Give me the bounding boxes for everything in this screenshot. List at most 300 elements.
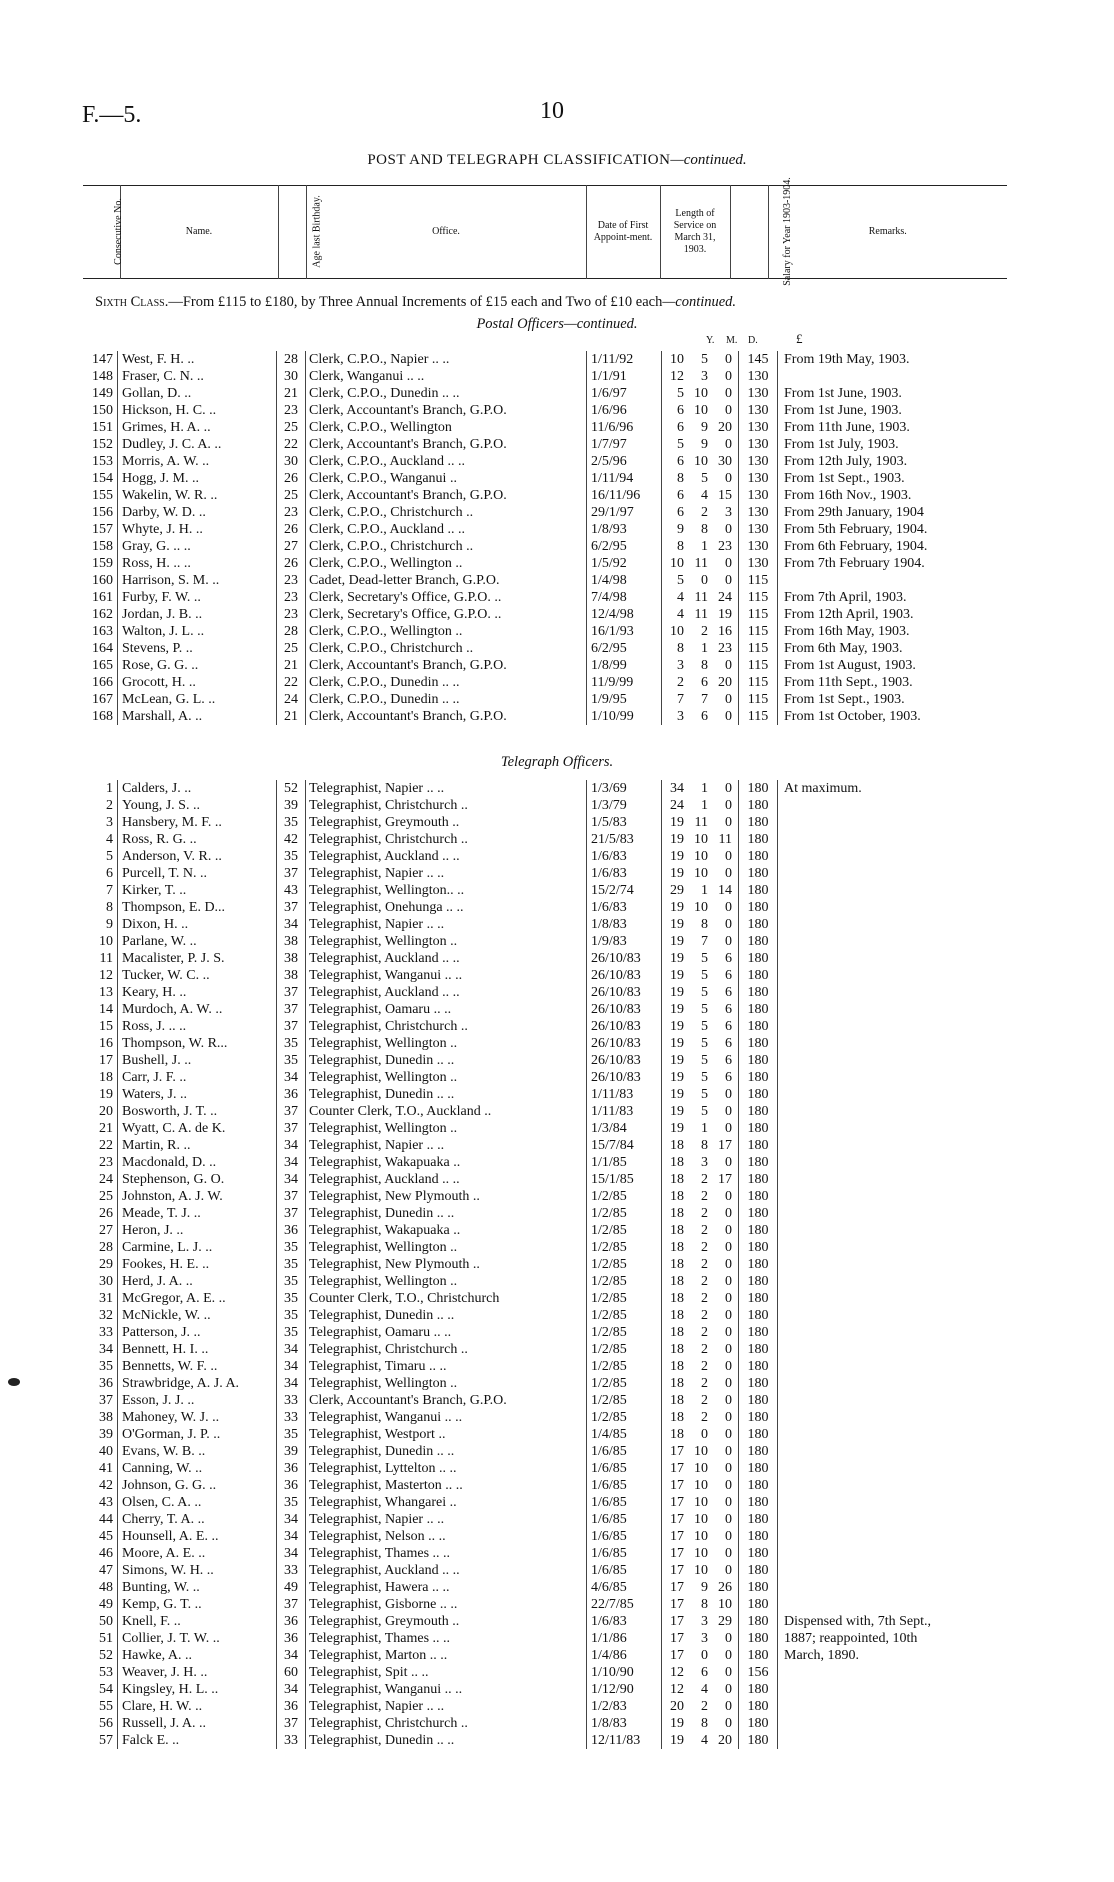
cell-date: 1/2/85 [587,1324,662,1341]
cell-m: 10 [694,1444,708,1459]
cell-date: 1/10/90 [587,1664,662,1681]
cell-date: 15/1/85 [587,1171,662,1188]
cell-name: Walton, J. L. .. [118,623,277,640]
cell-age: 34 [277,1137,306,1154]
cell-date: 1/3/84 [587,1120,662,1137]
telegraph-row [80,1103,974,1120]
cell-no: 150 [92,403,113,418]
cell-m: 4 [701,1682,708,1697]
cell-name: Murdoch, A. W. .. [118,1001,277,1018]
cell-name: Hickson, H. C. .. [118,402,277,419]
cell-m: 2 [701,1257,708,1272]
cell-sal: 180 [739,1630,778,1647]
cell-rem [778,1358,975,1375]
cell-date: 1/1/85 [587,1154,662,1171]
cell-no: 155 [92,488,113,503]
cell-office: Telegraphist, Christchurch .. [306,1018,587,1035]
cell-d: 0 [725,1512,732,1527]
cell-m: 9 [701,420,708,435]
cell-rem: From 29th January, 1904 [784,505,924,520]
cell-y: 10 [662,623,685,640]
cell-m: 2 [701,1274,708,1289]
cell-age: 38 [277,933,306,950]
cell-name: Carr, J. F. .. [118,1069,277,1086]
cell-m: 2 [701,624,708,639]
telegraph-row [80,1171,974,1188]
cell-no: 15 [99,1019,113,1034]
cell-no: 37 [99,1393,113,1408]
cell-no: 165 [92,658,113,673]
cell-d: 6 [725,1036,732,1051]
cell-m: 5 [701,1053,708,1068]
cell-sal: 180 [739,1443,778,1460]
cell-no: 11 [99,951,113,966]
cell-rem [778,1715,975,1732]
cell-no: 34 [99,1342,113,1357]
cell-date: 1/6/85 [587,1494,662,1511]
cell-y: 29 [662,882,685,899]
cell-date: 1/2/85 [587,1188,662,1205]
cell-name: Parlane, W. .. [118,933,277,950]
postal-row [80,589,974,606]
cell-m: 9 [701,1580,708,1595]
cell-office: Clerk, Secretary's Office, G.P.O. .. [306,589,587,606]
cell-y: 17 [662,1443,685,1460]
cell-m: 2 [701,1308,708,1323]
cell-d: 6 [725,951,732,966]
cell-date: 21/5/83 [587,831,662,848]
postal-row [80,538,974,555]
cell-sal: 180 [739,1154,778,1171]
cell-d: 0 [725,709,732,724]
col-length: Length of Service on March 31, 1903. [660,186,730,279]
cell-no: 39 [99,1427,113,1442]
cell-date: 29/1/97 [587,504,662,521]
cell-no: 24 [99,1172,113,1187]
cell-rem [778,1375,975,1392]
cell-m: 1 [701,798,708,813]
cell-y: 19 [662,1715,685,1732]
cell-date: 1/7/97 [587,436,662,453]
telegraph-row [80,1052,974,1069]
cell-rem [778,848,975,865]
cell-no: 29 [99,1257,113,1272]
cell-sal: 180 [739,1494,778,1511]
cell-age: 34 [277,1511,306,1528]
cell-office: Telegraphist, Christchurch .. [306,1715,587,1732]
cell-name: Simons, W. H. .. [118,1562,277,1579]
cell-age: 36 [277,1222,306,1239]
cell-sal: 180 [739,1528,778,1545]
cell-sal: 156 [739,1664,778,1681]
cell-date: 1/2/85 [587,1273,662,1290]
telegraph-row [80,831,974,848]
cell-name: Stevens, P. .. [118,640,277,657]
cell-d: 0 [725,1478,732,1493]
telegraph-row [80,1120,974,1137]
cell-rem [778,1698,975,1715]
cell-age: 49 [277,1579,306,1596]
cell-office: Telegraphist, Whangarei .. [306,1494,587,1511]
cell-rem [778,1494,975,1511]
cell-office: Telegraphist, Wellington.. .. [306,882,587,899]
cell-office: Clerk, C.P.O., Wellington .. [306,623,587,640]
cell-date: 11/9/99 [587,674,662,691]
telegraph-row [80,1375,974,1392]
cell-y: 17 [662,1545,685,1562]
cell-age: 26 [277,470,306,487]
cell-age: 37 [277,1188,306,1205]
cell-age: 37 [277,1001,306,1018]
cell-d: 0 [725,1274,732,1289]
cell-m: 5 [701,951,708,966]
cell-m: 2 [701,1291,708,1306]
cell-d: 17 [718,1138,732,1153]
cell-date: 22/7/85 [587,1596,662,1613]
cell-date: 26/10/83 [587,950,662,967]
cell-d: 0 [725,815,732,830]
cell-sal: 180 [739,1613,778,1630]
cell-office: Telegraphist, Timaru .. .. [306,1358,587,1375]
cell-y: 19 [662,814,685,831]
cell-no: 2 [106,798,113,813]
cell-m: 9 [701,437,708,452]
cell-no: 151 [92,420,113,435]
cell-date: 1/2/85 [587,1307,662,1324]
cell-y: 20 [662,1698,685,1715]
cell-age: 34 [277,1154,306,1171]
cell-age: 25 [277,487,306,504]
cell-office: Clerk, C.P.O., Auckland .. .. [306,521,587,538]
cell-office: Telegraphist, Dunedin .. .. [306,1307,587,1324]
cell-sal: 180 [739,1698,778,1715]
cell-y: 18 [662,1273,685,1290]
cell-office: Telegraphist, Wellington .. [306,1375,587,1392]
cell-y: 17 [662,1562,685,1579]
postal-row [80,606,974,623]
cell-sal: 180 [739,899,778,916]
telegraph-row [80,1256,974,1273]
cell-age: 34 [277,1171,306,1188]
cell-rem: From 12th July, 1903. [784,454,908,469]
cell-date: 11/6/96 [587,419,662,436]
cell-no: 163 [92,624,113,639]
cell-rem: From 1st July, 1903. [784,437,899,452]
cell-name: Hansbery, M. F. .. [118,814,277,831]
cell-date: 1/6/83 [587,1613,662,1630]
cell-age: 26 [277,555,306,572]
cell-date: 1/4/85 [587,1426,662,1443]
cell-no: 40 [99,1444,113,1459]
cell-date: 1/6/85 [587,1460,662,1477]
cell-m: 7 [701,934,708,949]
cell-date: 1/6/96 [587,402,662,419]
telegraph-row [80,1596,974,1613]
cell-name: Keary, H. .. [118,984,277,1001]
cell-office: Telegraphist, Wellington .. [306,1239,587,1256]
cell-age: 23 [277,606,306,623]
cell-date: 26/10/83 [587,1052,662,1069]
cell-office: Telegraphist, Christchurch .. [306,1341,587,1358]
cell-name: McNickle, W. .. [118,1307,277,1324]
cell-name: Kirker, T. .. [118,882,277,899]
cell-date: 1/4/86 [587,1647,662,1664]
cell-age: 35 [277,1035,306,1052]
cell-m: 2 [701,1699,708,1714]
cell-y: 6 [662,419,685,436]
cell-no: 22 [99,1138,113,1153]
col-date: Date of First Appoint-ment. [586,186,660,279]
cell-y: 17 [662,1630,685,1647]
cell-name: Herd, J. A. .. [118,1273,277,1290]
col-age: Age last Birthday. [278,186,306,279]
cell-rem [778,1596,975,1613]
cell-rem [778,984,975,1001]
cell-rem [778,1052,975,1069]
cell-office: Telegraphist, Marton .. .. [306,1647,587,1664]
cell-date: 7/4/98 [587,589,662,606]
cell-date: 1/6/85 [587,1528,662,1545]
cell-rem [778,1664,975,1681]
telegraph-row [80,1409,974,1426]
cell-date: 12/11/83 [587,1732,662,1749]
cell-name: Tucker, W. C. .. [118,967,277,984]
cell-y: 6 [662,453,685,470]
cell-y: 19 [662,848,685,865]
cell-office: Telegraphist, Napier .. .. [306,780,587,797]
cell-sal: 130 [739,487,778,504]
cell-date: 1/6/97 [587,385,662,402]
telegraph-row [80,1137,974,1154]
cell-office: Counter Clerk, T.O., Christchurch [306,1290,587,1307]
cell-sal: 180 [739,1715,778,1732]
postal-row [80,674,974,691]
cell-sal: 180 [739,1069,778,1086]
cell-date: 1/11/94 [587,470,662,487]
cell-m: 3 [701,369,708,384]
cell-no: 41 [99,1461,113,1476]
cell-age: 36 [277,1086,306,1103]
cell-office: Telegraphist, Wakapuaka .. [306,1222,587,1239]
telegraph-row [80,967,974,984]
cell-y: 18 [662,1222,685,1239]
cell-m: 2 [701,1172,708,1187]
cell-name: Mahoney, W. J. .. [118,1409,277,1426]
cell-date: 1/8/83 [587,1715,662,1732]
cell-m: 10 [694,1512,708,1527]
cell-name: Waters, J. .. [118,1086,277,1103]
telegraph-row [80,1426,974,1443]
cell-no: 54 [99,1682,113,1697]
cell-m: 10 [694,386,708,401]
cell-name: Ross, H. .. .. [118,555,277,572]
cell-office: Clerk, Accountant's Branch, G.P.O. [306,1392,587,1409]
cell-rem [778,882,975,899]
cell-m: 11 [694,815,708,830]
cell-office: Telegraphist, Auckland .. .. [306,950,587,967]
telegraph-row [80,1494,974,1511]
cell-no: 152 [92,437,113,452]
cell-name: Bunting, W. .. [118,1579,277,1596]
cell-sal: 180 [739,1256,778,1273]
cell-age: 38 [277,967,306,984]
cell-name: Johnson, G. G. .. [118,1477,277,1494]
cell-date: 1/8/99 [587,657,662,674]
cell-d: 23 [718,539,732,554]
cell-office: Telegraphist, Greymouth .. [306,814,587,831]
cell-office: Telegraphist, Wanganui .. .. [306,967,587,984]
cell-date: 6/2/95 [587,640,662,657]
cell-office: Telegraphist, Wellington .. [306,1273,587,1290]
cell-age: 25 [277,640,306,657]
pound-label: £ [796,331,803,346]
cell-sal: 180 [739,916,778,933]
cell-age: 35 [277,1426,306,1443]
cell-date: 1/2/85 [587,1256,662,1273]
cell-date: 1/6/85 [587,1477,662,1494]
cell-age: 36 [277,1460,306,1477]
telegraph-row [80,1290,974,1307]
telegraph-row [80,1732,974,1749]
cell-name: Knell, F. .. [118,1613,277,1630]
cell-date: 1/6/83 [587,865,662,882]
cell-office: Clerk, C.P.O., Dunedin .. .. [306,691,587,708]
cell-name: Falck E. .. [118,1732,277,1749]
cell-office: Telegraphist, Christchurch .. [306,797,587,814]
cell-y: 6 [662,487,685,504]
cell-date: 1/11/83 [587,1086,662,1103]
cell-sal: 180 [739,882,778,899]
cell-sal: 180 [739,1511,778,1528]
cell-age: 23 [277,504,306,521]
cell-no: 162 [92,607,113,622]
cell-m: 8 [701,1138,708,1153]
cell-m: 10 [694,832,708,847]
cell-rem: From 12th April, 1903. [784,607,914,622]
cell-name: Rose, G. G. .. [118,657,277,674]
cell-y: 8 [662,538,685,555]
cell-name: Ross, R. G. .. [118,831,277,848]
cell-date: 1/2/85 [587,1341,662,1358]
cell-d: 0 [725,352,732,367]
cell-rem [778,572,975,589]
cell-date: 1/9/95 [587,691,662,708]
cell-office: Clerk, Accountant's Branch, G.P.O. [306,402,587,419]
cell-rem [778,1273,975,1290]
cell-sal: 130 [739,555,778,572]
cell-age: 35 [277,1273,306,1290]
cell-name: Johnston, A. J. W. [118,1188,277,1205]
cell-office: Telegraphist, Hawera .. .. [306,1579,587,1596]
cell-y: 19 [662,1086,685,1103]
cell-age: 30 [277,368,306,385]
cell-rem: From 11th Sept., 1903. [784,675,913,690]
cell-office: Clerk, C.P.O., Dunedin .. .. [306,385,587,402]
cell-office: Telegraphist, Spit .. .. [306,1664,587,1681]
cell-office: Clerk, C.P.O., Wellington .. [306,555,587,572]
cell-date: 1/6/83 [587,899,662,916]
telegraph-row [80,1460,974,1477]
cell-no: 52 [99,1648,113,1663]
cell-sal: 180 [739,1460,778,1477]
cell-rem [778,1426,975,1443]
cell-office: Telegraphist, Wanganui .. .. [306,1681,587,1698]
telegraph-row [80,1698,974,1715]
telegraph-row [80,950,974,967]
cell-age: 34 [277,1341,306,1358]
cell-name: Jordan, J. B. .. [118,606,277,623]
cell-d: 10 [718,1597,732,1612]
cell-office: Telegraphist, Westport .. [306,1426,587,1443]
cell-name: Ross, J. .. .. [118,1018,277,1035]
cell-name: Wyatt, C. A. de K. [118,1120,277,1137]
cell-age: 28 [277,623,306,640]
cell-d: 6 [725,1070,732,1085]
cell-sal: 180 [739,1681,778,1698]
cell-m: 11 [694,590,708,605]
cell-d: 0 [725,1529,732,1544]
cell-sal: 180 [739,1596,778,1613]
cell-rem [778,1545,975,1562]
cell-age: 37 [277,865,306,882]
cell-date: 1/12/90 [587,1681,662,1698]
cell-d: 6 [725,1053,732,1068]
cell-m: 8 [701,917,708,932]
telegraph-row [80,1443,974,1460]
cell-age: 23 [277,589,306,606]
cell-office: Telegraphist, Dunedin .. .. [306,1052,587,1069]
cell-age: 28 [277,351,306,368]
cell-office: Telegraphist, Wellington .. [306,933,587,950]
telegraph-officers-heading: Telegraph Officers. [500,754,614,770]
cell-d: 0 [725,1648,732,1663]
cell-date: 15/2/74 [587,882,662,899]
cell-date: 16/11/96 [587,487,662,504]
telegraph-officers-table [80,780,974,1749]
cell-m: 2 [701,1376,708,1391]
cell-office: Clerk, Secretary's Office, G.P.O. .. [306,606,587,623]
cell-rem [778,1188,975,1205]
cell-m: 6 [701,709,708,724]
cell-y: 5 [662,385,685,402]
cell-y: 8 [662,470,685,487]
cell-office: Clerk, Wanganui .. .. [306,368,587,385]
cell-m: 10 [694,1478,708,1493]
cell-rem [778,1477,975,1494]
cell-m: 8 [701,1597,708,1612]
cell-office: Clerk, Accountant's Branch, G.P.O. [306,436,587,453]
cell-rem [778,1511,975,1528]
cell-rem: From 1st June, 1903. [784,386,902,401]
cell-age: 36 [277,1630,306,1647]
cell-date: 1/11/83 [587,1103,662,1120]
cell-m: 6 [701,1665,708,1680]
telegraph-row [80,882,974,899]
cell-rem: From 16th May, 1903. [784,624,910,639]
cell-no: 31 [99,1291,113,1306]
cell-m: 5 [701,985,708,1000]
cell-no: 14 [99,1002,113,1017]
cell-sal: 180 [739,1188,778,1205]
cell-y: 9 [662,521,685,538]
cell-rem [778,1154,975,1171]
cell-d: 30 [718,454,732,469]
cell-y: 2 [662,674,685,691]
cell-name: Evans, W. B. .. [118,1443,277,1460]
cell-sal: 115 [739,657,778,674]
cell-date: 4/6/85 [587,1579,662,1596]
cell-date: 1/1/86 [587,1630,662,1647]
